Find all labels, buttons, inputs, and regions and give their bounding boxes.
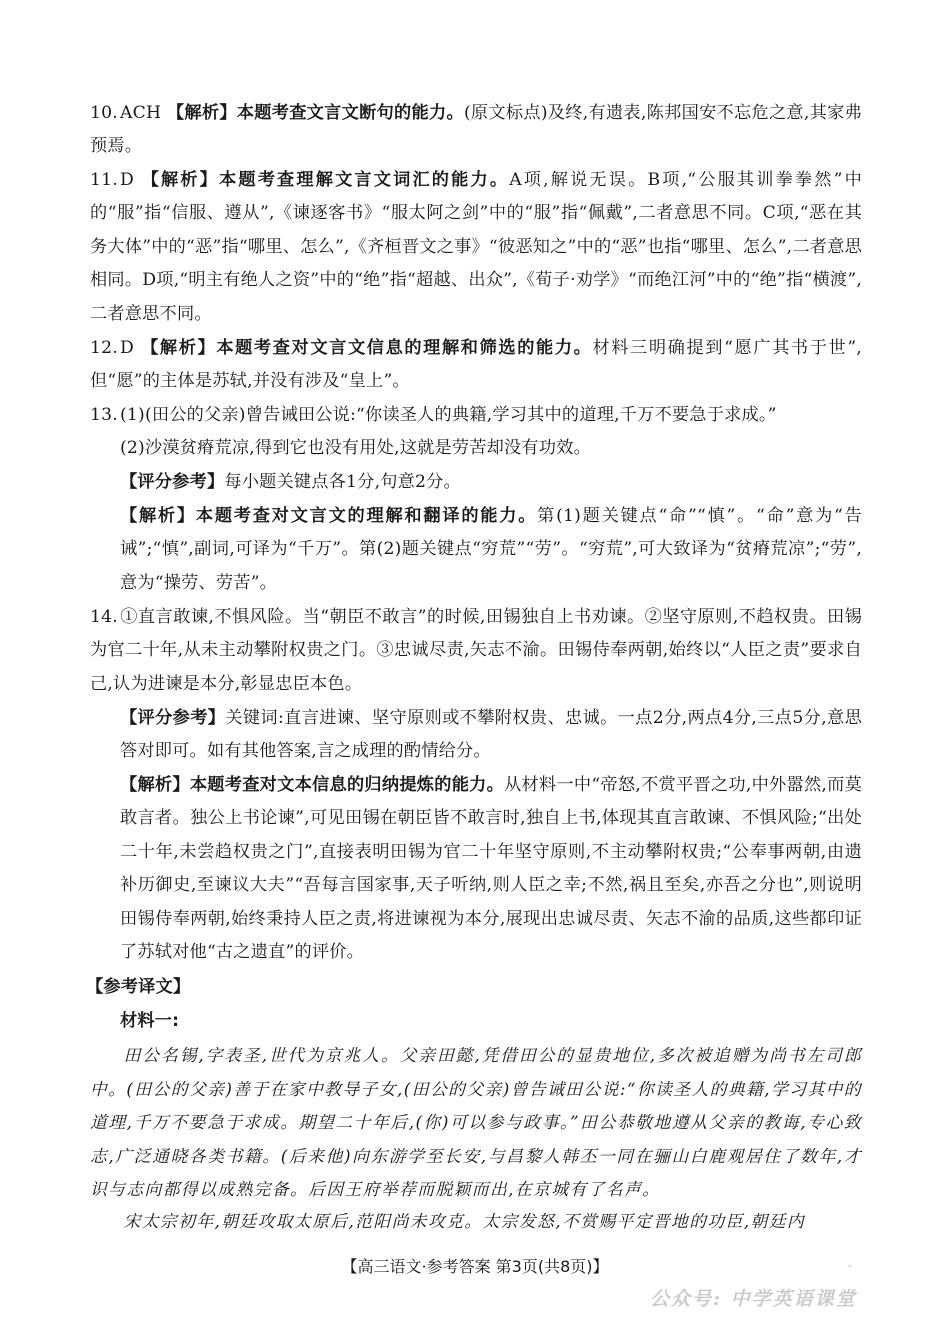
translation-para-2: 宋太宗初年,朝廷攻取太原后,范阳尚未攻克。太宗发怒,不赏赐平定晋地的功臣,朝廷内	[123, 1211, 806, 1231]
answer-10: 10. ACH 【解析】本题考查文言文断句的能力。(原文标点)及终,有遗表,陈邦国安不忘危之意,其家弗预焉。	[90, 103, 862, 157]
page-footer: 【高三语文·参考答案 第3页(共8页)】	[341, 1257, 609, 1276]
answer-11: 11. D 【解析】本题考查理解文言文词汇的能力。A项,解说无误。B项,“公服其训拳拳然”中的“服”指“信服、遵从”,《谏逐客书》“服太阿之剑”中的“服”指“佩戴”,二者意思不同。C项,“恶在其务大体”中的“恶”指“哪里、怎么”,《齐桓晋文之事》“彼恶知之”中的“恶”也指“哪里、怎么”,二者意思相同。D项,“明主有绝人之资”中的“绝”指“超越、出众”,《荀子·劝学》“而绝江河”中的“绝”指“横渡”,二者意思不同。	[90, 170, 862, 324]
material-label: 材料一:	[120, 1011, 180, 1031]
watermark: 公众号: 中学英语课堂	[650, 1288, 857, 1310]
translation-heading: 【参考译文】	[86, 977, 191, 997]
answer-13-line2: (2)沙漠贫瘠荒凉,得到它也没有用处,这就是劳苦却没有功效。	[120, 438, 591, 458]
answer-13-line1: 13. (1)(田公的父亲)曾告诫田公说:“你读圣人的典籍,学习其中的道理,千万不要急于求成。”	[90, 405, 777, 425]
translation-para-1: 田公名锡,字表圣,世代为京兆人。父亲田懿,凭借田公的显贵地位,多次被追赠为尚书左司郎中。(田公的父亲)善于在家中教导子女,(田公的父亲)曾告诫田公说:“你读圣人的典籍,学习其中的道理,千万不要急于求成。期望二十年后,(你)可以参与政事。”田公恭敬地遵从父亲的教诲,专心致志,广泛通晓各类书籍。(后来他)向东游学至长安,与昌黎人韩丕一同在骊山白鹿观居住了数年,才识与志向都得以成熟完备。后因王府举荐而脱颖而出,在京城有了名声。	[90, 1045, 862, 1199]
answer-14-analysis: 【解析】本题考查对文本信息的归纳提炼的能力。从材料一中“帝怒,不赏平晋之功,中外嚣然,而莫敢言者。独公上书论谏”,可见田锡在朝臣皆不敢言时,独自上书,体现其直言敢谏、不惧风险;“出处二十年,未尝趋权贵之门”,直接表明田锡为官二十年坚守原则,不主动攀附权贵;“公奉事两朝,由遗补历御史,至谏议大夫”“吾每言国家事,天子听纳,则人臣之幸;不然,祸且至矣,亦吾之分也”,则说明田锡侍奉两朝,始终秉持人臣之责,将进谏视为本分,展现出忠诚尽责、矢志不渝的品质,这些都印证了苏轼对他“古之遗直”的评价。	[120, 775, 862, 963]
answer-13-score: 【评分参考】每小题关键点各1分,句意2分。	[120, 472, 461, 492]
answer-14: 14. ①直言敢谏,不惧风险。当“朝臣不敢言”的时候,田锡独自上书劝谏。②坚守原则,不趋权贵。田锡为官二十年,从未主动攀附权贵之门。③忠诚尽责,矢志不渝。田锡侍奉两朝,始终以“人臣之责”要求自己,认为进谏是本分,彰显忠臣本色。	[90, 607, 862, 694]
answer-13-analysis: 【解析】本题考查对文言文的理解和翻译的能力。第(1)题关键点“命”“慎”。“命”意为“告诫”;“慎”,副词,可译为“千万”。第(2)题关键点“穷荒”“劳”。“穷荒”,可大致译为“贫瘠荒凉”;“劳”,意为“操劳、劳苦”。	[120, 506, 862, 593]
answer-14-score: 【评分参考】关键词:直言进谏、坚守原则或不攀附权贵、忠诚。一点2分,两点4分,三点5分,意思答对即可。如有其他答案,言之成理的酌情给分。	[120, 708, 862, 762]
answer-12: 12. D 【解析】本题考查对文言文信息的理解和筛选的能力。材料三明确提到“愿广其书于世”,但“愿”的主体是苏轼,并没有涉及“皇上”。	[90, 338, 862, 392]
footer-dots: ··	[848, 1262, 854, 1271]
